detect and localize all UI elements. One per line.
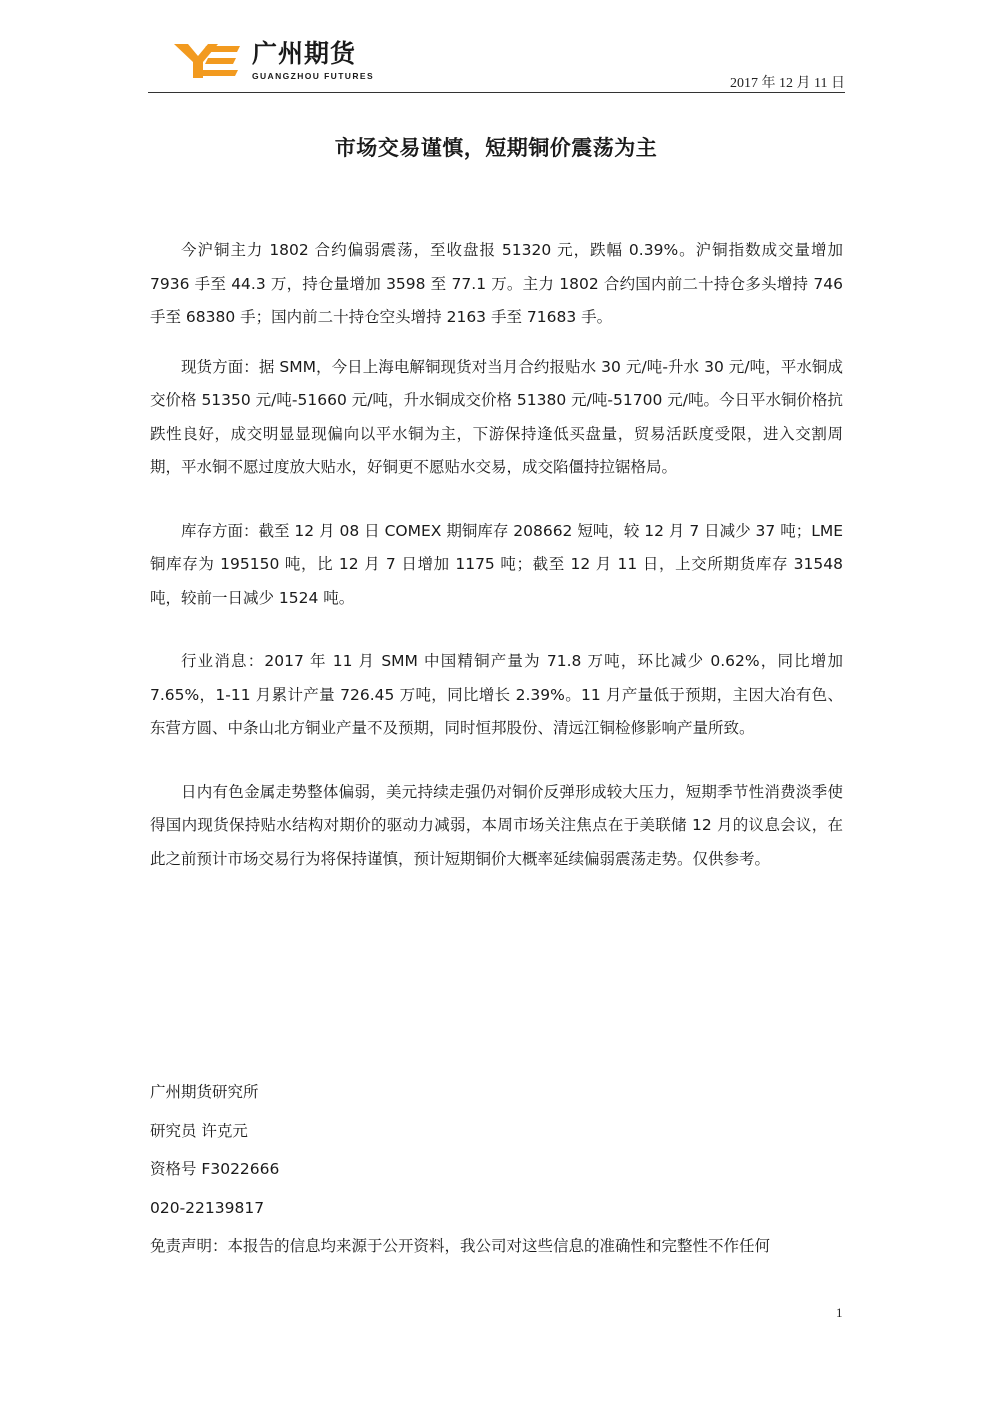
paragraph-spacer [150, 335, 843, 351]
paragraph-inventory: 库存方面：截至 12 月 08 日 COMEX 期铜库存 208662 短吨，较 12 月 7 日减少 37 吨；LME 铜库存为 195150 吨，比 12 月 7 日增加 1175 吨；截至 12 月 11 日，上交所期货库存 31548 吨，较前一日减少 1524 吨。 [150, 521, 844, 607]
logo-english-name: GUANGZHOU FUTURES [252, 71, 375, 81]
paragraph-spot: 现货方面：据 SMM，今日上海电解铜现货对当月合约报贴水 30 元/吨-升水 30 元/吨，平水铜成交价格 51350 元/吨-51660 元/吨，升水铜成交价格 51380 元/吨-51700 元/吨。今日平水铜价格抗跌性良好，成交明显显现偏向以平水铜为主，下游保持逢低买盘量，贸易活跃度受限，进入交割周期，平水铜不愿过度放大贴水，好铜更不愿贴水交易，成交陷僵持拉锯格局。 [150, 357, 843, 476]
report-title: 市场交易谨慎，短期铜价震荡为主 [334, 136, 658, 160]
paragraph-industry-news: 行业消息：2017 年 11 月 SMM 中国精铜产量为 71.8 万吨，环比减少 0.62%，同比增加 7.65%，1-11 月累计产量 726.45 万吨，同比增长 2.39%。11 月产量低于预期，主因大冶有色、东营方圆、中条山北方铜业产量不及预期，同时恒邦股份、清远江铜检修影响产量所致。 [150, 652, 843, 737]
report-body [150, 234, 843, 876]
researcher-name: 研究员 许克元 [150, 1121, 248, 1140]
yf-logo-icon [172, 38, 242, 82]
paragraph-spacer [150, 746, 843, 776]
qualification-number: 资格号 F3022666 [150, 1160, 280, 1178]
paragraph-spacer [150, 485, 843, 515]
logo-chinese-name: 广州期货 [252, 39, 357, 68]
phone-number: 020-22139817 [150, 1198, 265, 1217]
disclaimer: 免责声明：本报告的信息均来源于公开资料，我公司对这些信息的准确性和完整性不作任何 [150, 1237, 771, 1255]
author-info [150, 1073, 843, 1266]
paragraph-market-summary: 今沪铜主力 1802 合约偏弱震荡，至收盘报 51320 元，跌幅 0.39%。沪铜指数成交量增加 7936 手至 44.3 万，持仓量增加 3598 至 77.1 万。主力 1802 合约国内前二十持仓多头增持 746 手至 68380 手；国内前二十持仓空头增持 2163 手至 71683 手。 [150, 241, 843, 326]
company-logo [172, 38, 392, 86]
paragraph-spacer [150, 615, 843, 645]
institute-name: 广州期货研究所 [150, 1083, 259, 1101]
paragraph-outlook: 日内有色金属走势整体偏弱，美元持续走强仍对铜价反弹形成较大压力，短期季节性消费淡季使得国内现货保持贴水结构对期价的驱动力减弱，本周市场关注焦点在于美联储 12 月的议息会议，在此之前预计市场交易行为将保持谨慎，预计短期铜价大概率延续偏弱震荡走势。仅供参考。 [150, 782, 843, 868]
header-divider [148, 92, 845, 93]
page-header [148, 34, 845, 94]
page-number: 1 [836, 1305, 843, 1320]
report-date: 2017 年 12 月 11 日 [730, 76, 845, 91]
